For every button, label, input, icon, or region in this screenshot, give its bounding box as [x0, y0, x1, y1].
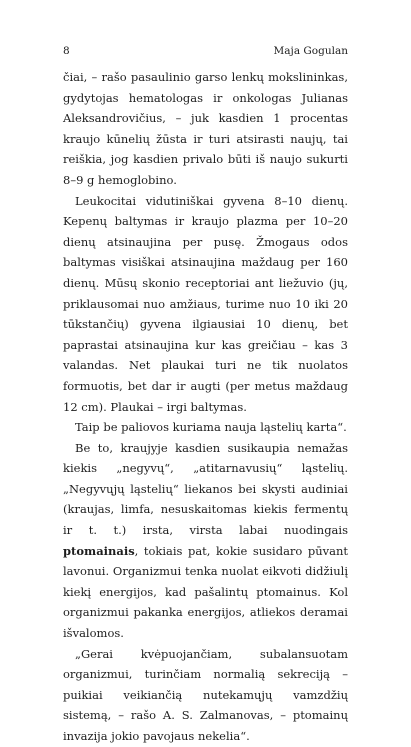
- running-head-author: Maja Gogulan: [273, 45, 348, 57]
- paragraph-ptomaines-text-after: , tokiais pat, kokie susidaro pūvant lavonui. Organizmui tenka nuolat eikvoti didžiulį kiekį energijos, kad pašalintų ptomainus. Kol organizmui pakanka energijos, atliekos deramai išvalomos.: [63, 543, 348, 641]
- paragraph-ptomaines: [63, 438, 348, 644]
- paragraph-new-generation: Taip be paliovos kuriama nauja ląstelių karta“.: [75, 420, 347, 435]
- paragraph-zalmanov-quote: „Gerai kvėpuojančiam, subalansuotam organizmui, turinčiam normalią sekreciją – puikiai veikiančią nutekamųjų vamzdžių sistemą, – rašo A. S. Zalmanovas, – ptomainų invazija jokio pavojaus nekelia“.: [63, 646, 348, 743]
- bold-term-ptomainais: ptomainais: [63, 543, 135, 558]
- paragraph-leukocytes: Leukocitai vidutiniškai gyvena 8–10 dienų. Kepenų baltymas ir kraujo plazma per 10–20 dienų atsinaujina per pusę. Žmogaus odos baltymas visiškai atsinaujina maždaug per 160 dienų. Mūsų skonio receptoriai ant liežuvio (jų, priklausomai nuo amžiaus, turime nuo 10 iki 20 tūkstančių) gyvena ilgiausiai 10 dienų, bet paprastai atsinaujina kur kas greičiau – kas 3 valandas. Net plaukai turi ne tik nuolatos formuotis, bet dar ir augti (per metus maždaug 12 cm). Plaukai – irgi baltymas.: [63, 193, 348, 414]
- page-number: 8: [63, 45, 70, 57]
- paragraph-continuation: čiai, – rašo pasaulinio garso lenkų mokslininkas, gydytojas hematologas ir onkologas Julianas Aleksandrovičius, – juk kasdien 1 procentas kraujo kūnelių žūsta ir turi atsirasti naujų, tai reiškia, jog kasdien privalo būti iš naujo sukurti 8–9 g hemoglobino.: [63, 70, 348, 187]
- running-head: [63, 43, 348, 59]
- body-text: [63, 67, 348, 747]
- paragraph-ptomaines-text-before: Be to, kraujyje kasdien susikaupia nemažas kiekis „negyvų“, „atitarnavusių“ ląstelių. „Negyvųjų ląstelių“ liekanos bei skysti audiniai (kraujas, limfa, nesuskaitomas kiekis fermentų ir t. t.) irsta, virsta labai nuodingais: [63, 440, 348, 538]
